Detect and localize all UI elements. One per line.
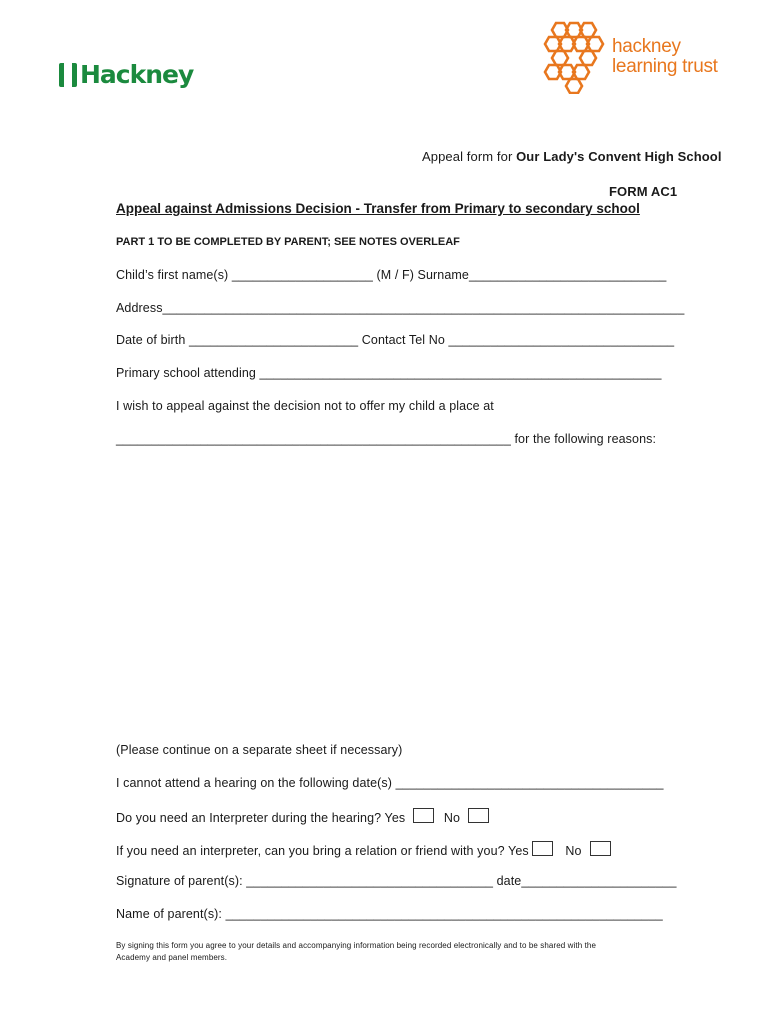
relation-yes-checkbox[interactable]	[532, 841, 553, 856]
continue-note: (Please continue on a separate sheet if necessary)	[116, 743, 403, 757]
hackney-logo	[57, 60, 193, 89]
hackney-logo-text: Hackney	[80, 60, 194, 89]
interpreter-no-label: No	[443, 811, 460, 825]
footnote-line1: By signing this form you agree to your details and accompanying information being recorded electronically and to be shared with the	[116, 941, 597, 950]
footnote	[116, 940, 596, 964]
school-name: Our Lady's Convent High School	[516, 149, 722, 164]
part1-heading: PART 1 TO BE COMPLETED BY PARENT; SEE NOTES OVERLEAF	[116, 236, 460, 248]
interpreter-row	[116, 808, 489, 825]
main-title: Appeal against Admissions Decision - Transfer from Primary to secondary school	[116, 201, 640, 216]
signature-field[interactable]: Signature of parent(s): ___________________________________ date______________________	[116, 874, 677, 888]
form-code: FORM AC1	[609, 184, 678, 199]
hlt-logo-line2: learning trust	[612, 56, 718, 77]
hlt-logo-line1: hackney	[612, 36, 681, 57]
dob-contact-field[interactable]: Date of birth ________________________ Contact Tel No ________________________________	[116, 333, 675, 347]
parent-name-field[interactable]: Name of parent(s): ______________________________________________________________	[116, 907, 663, 921]
hearing-dates-field[interactable]: I cannot attend a hearing on the following date(s) ______________________________________	[116, 776, 664, 790]
address-field[interactable]: Address__________________________________________________________________________	[116, 301, 685, 315]
footnote-line2: Academy and panel members.	[116, 953, 228, 962]
appeal-prefix: Appeal form for	[422, 149, 517, 164]
appeal-intro-text: I wish to appeal against the decision not to offer my child a place at	[116, 399, 494, 413]
primary-school-field[interactable]: Primary school attending _________________________________________________________	[116, 366, 662, 380]
appeal-school-field[interactable]: ________________________________________________________ for the following reasons:	[116, 432, 657, 446]
relation-row	[116, 841, 611, 858]
child-name-field[interactable]: Child’s first name(s) ____________________ (M / F) Surname____________________________	[116, 268, 667, 282]
interpreter-question: Do you need an Interpreter during the hearing? Yes	[116, 811, 406, 825]
hackney-learning-trust-logo	[542, 20, 718, 94]
relation-no-checkbox[interactable]	[590, 841, 611, 856]
relation-question: If you need an interpreter, can you bring a relation or friend with you? Yes	[116, 844, 529, 858]
honeycomb-icon	[542, 20, 608, 94]
hackney-h-icon	[57, 62, 79, 88]
interpreter-yes-checkbox[interactable]	[413, 808, 434, 823]
appeal-form-heading	[422, 149, 722, 164]
interpreter-no-checkbox[interactable]	[468, 808, 489, 823]
relation-no-label: No	[565, 844, 582, 858]
